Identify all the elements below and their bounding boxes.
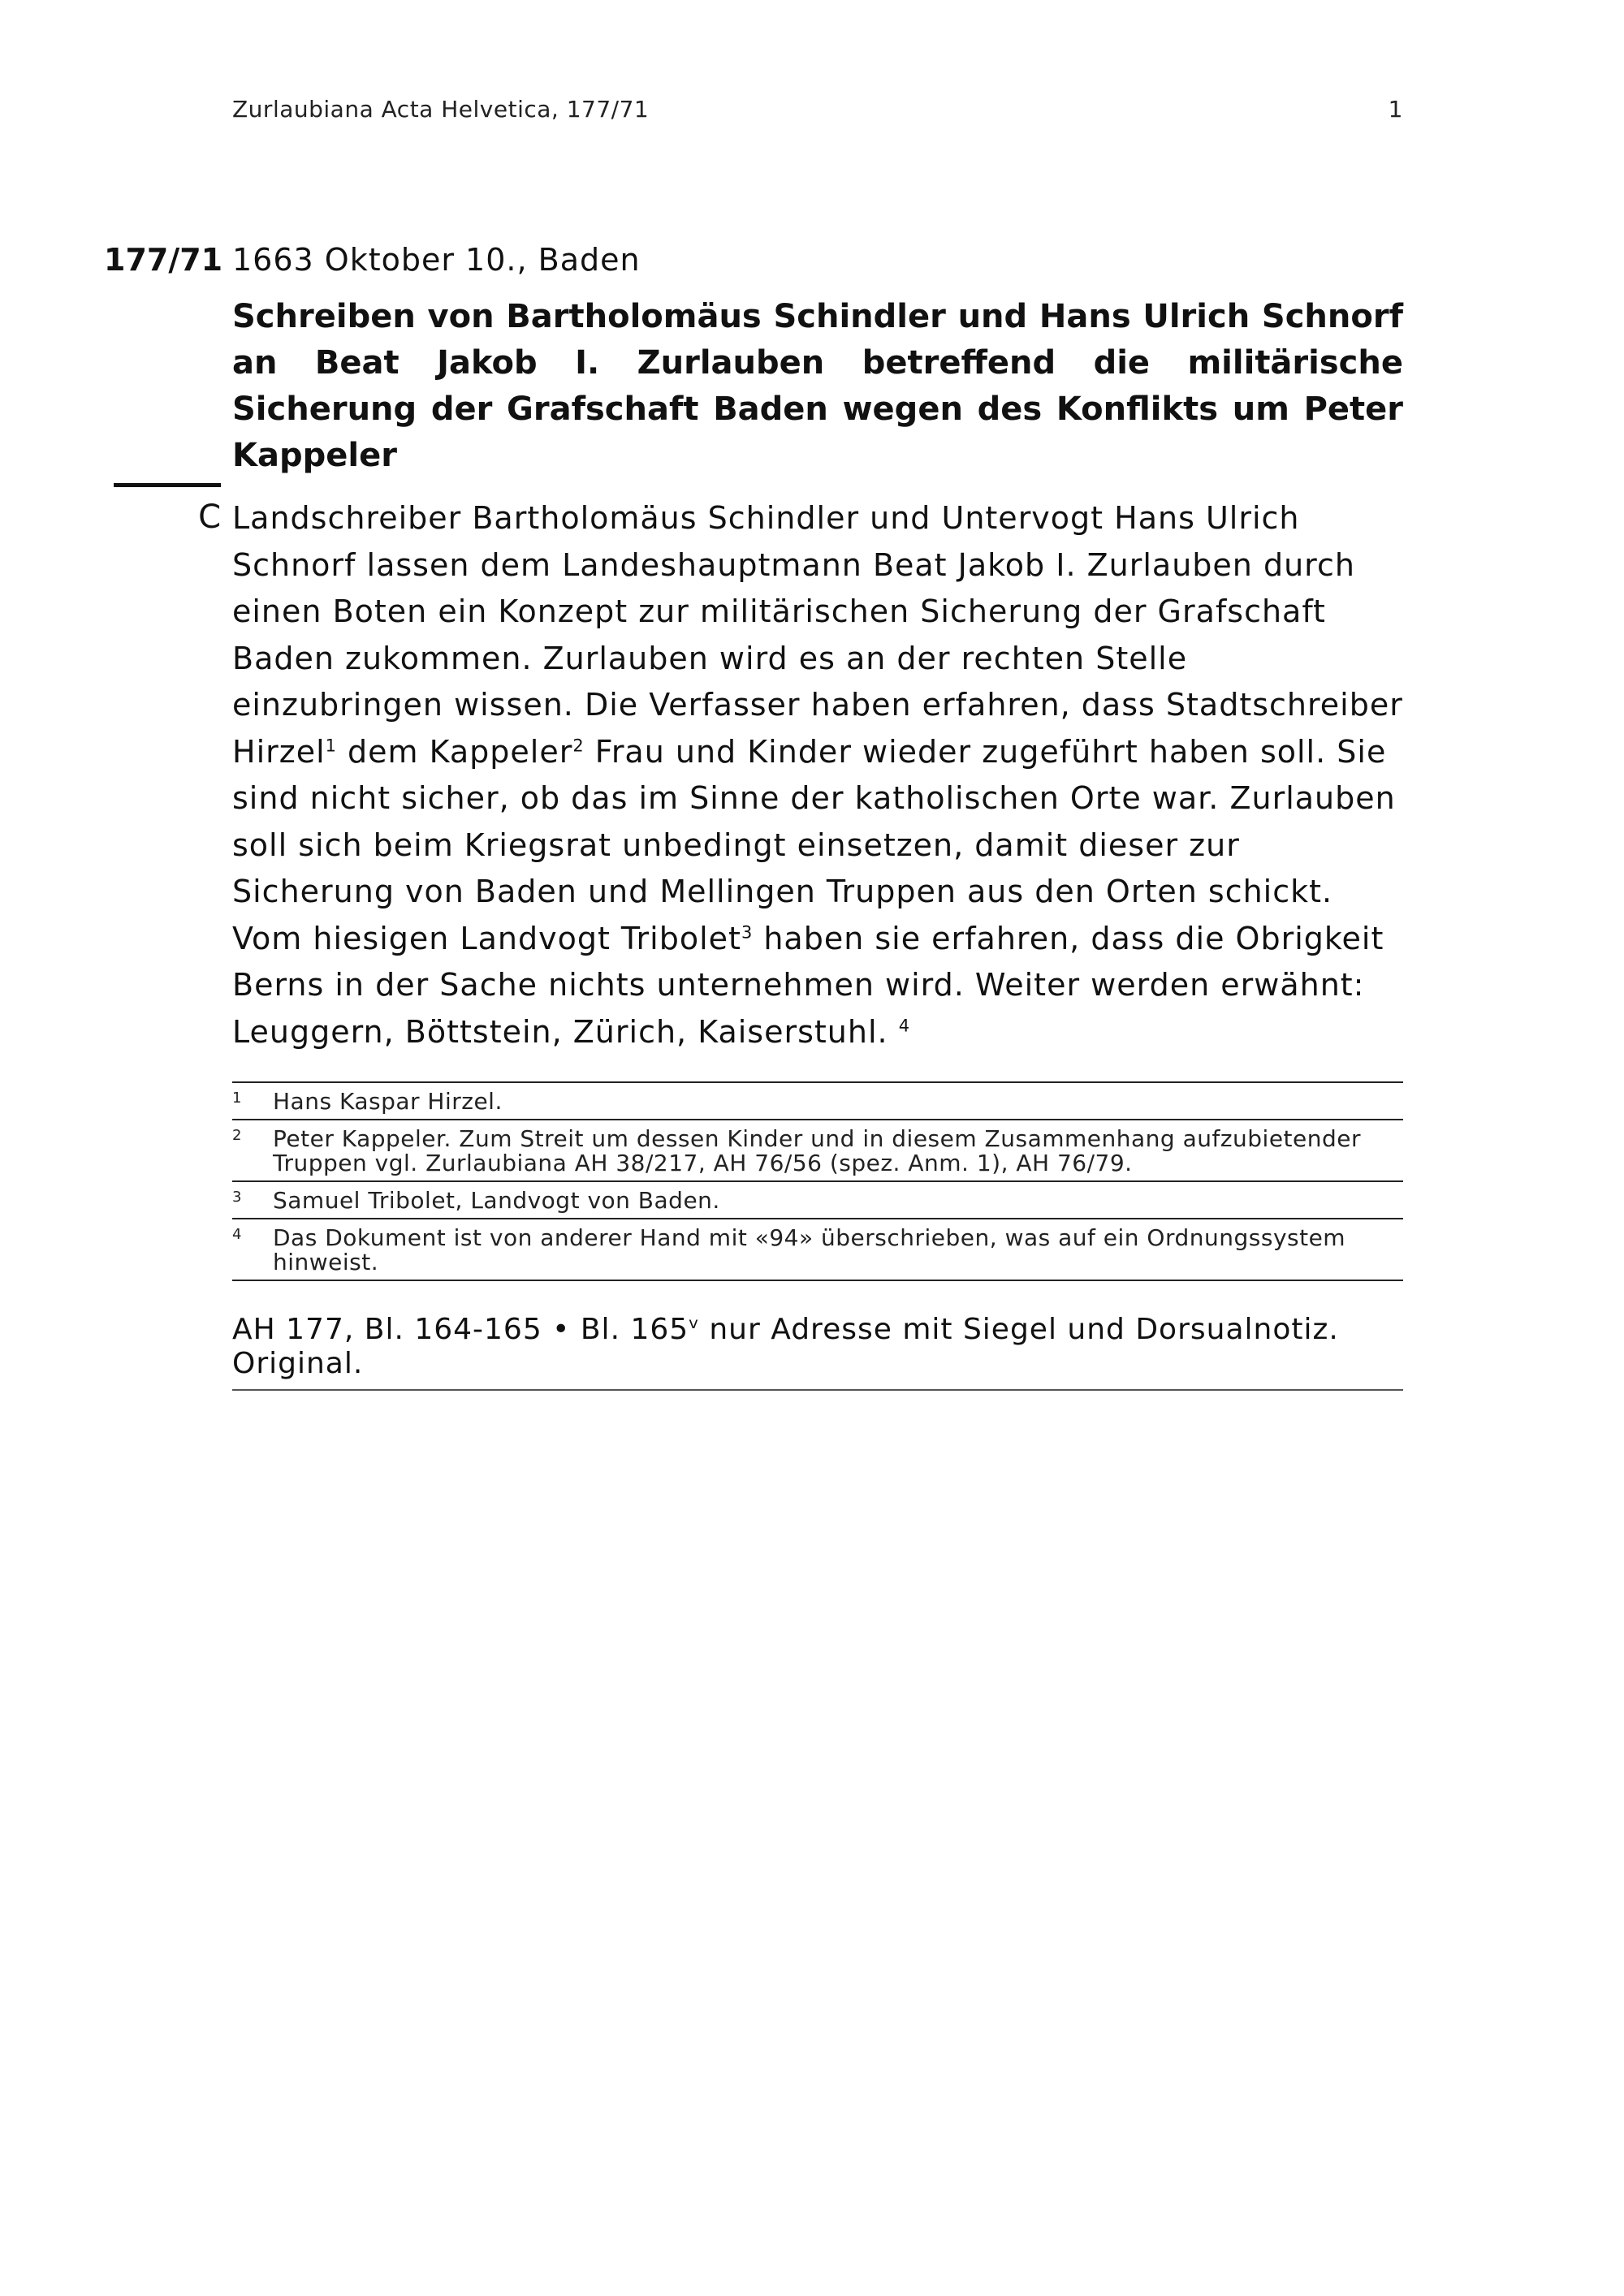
footnote-text: Samuel Tribolet, Landvogt von Baden. [273, 1187, 720, 1214]
footnote [232, 1083, 1403, 1120]
footnotes [232, 1081, 1403, 1281]
footnote-text: Peter Kappeler. Zum Streit um dessen Kinder und in diesem Zusammenhang aufzubietender Truppen vgl. Zurlaubiana AH 38/217, AH 76/56 (spez. Anm. 1), AH 76/79. [273, 1125, 1362, 1176]
footnote-marker: 1 [232, 1090, 242, 1107]
footnote-text: Hans Kaspar Hirzel. [273, 1088, 503, 1115]
footnote-ref-1[interactable]: 1 [325, 735, 337, 755]
regest-part-4: haben sie erfahren, dass die Obrigkeit Berns in der Sache nichts unternehmen wird. Weiter werden erwähnt: Leuggern, Böttstein, Zürich, Kaiserstuhl. [232, 920, 1384, 1050]
verso-mark: v [689, 1314, 699, 1332]
margin-rule [114, 483, 221, 487]
footnote-marker: 2 [232, 1127, 242, 1144]
source-part-2: nur Adresse mit Siegel und Dorsualnotiz. Original. [232, 1313, 1339, 1380]
regest-part-2: dem Kappeler [336, 733, 573, 770]
footnote [232, 1120, 1403, 1182]
entry-date: 1663 Oktober 10., Baden [232, 242, 641, 278]
source-note [232, 1313, 1403, 1391]
regest-mark: C [198, 498, 221, 536]
entry-title: Schreiben von Bartholomäus Schindler und Hans Ulrich Schnorf an Beat Jakob I. Zurlauben betreffend die militärische Sicherung der Grafschaft Baden wegen des Konflikts um Peter Kappeler [232, 298, 1403, 474]
footnote-ref-2[interactable]: 2 [572, 735, 585, 755]
page-header [232, 96, 1403, 123]
footnote [232, 1219, 1403, 1281]
source-part-1: AH 177, Bl. 164-165 • Bl. 165 [232, 1313, 689, 1346]
regest-text [232, 495, 1403, 1055]
entry-number: 177/71 [104, 242, 223, 278]
footnote-marker: 4 [232, 1226, 242, 1243]
footnote [232, 1182, 1403, 1219]
footnote-text: Das Dokument ist von anderer Hand mit «94» überschrieben, was auf ein Ordnungssystem hinweist. [273, 1224, 1346, 1275]
running-title: Zurlaubiana Acta Helvetica, 177/71 [232, 96, 650, 123]
page-number: 1 [1388, 96, 1403, 123]
regest-part-1: Landschreiber Bartholomäus Schindler und Untervogt Hans Ulrich Schnorf lassen dem Landeshauptmann Beat Jakob I. Zurlauben durch einen Boten ein Konzept zur militärischen Sicherung der Grafschaft Baden zukommen. Zurlauben wird es an der rechten Stelle einzubringen wissen. Die Verfasser haben erfahren, dass Stadtschreiber Hirzel [232, 500, 1403, 770]
footnote-ref-3[interactable]: 3 [741, 921, 754, 942]
footnote-ref-4[interactable]: 4 [898, 1015, 910, 1035]
footnote-marker: 3 [232, 1189, 242, 1206]
regest-part-3: Frau und Kinder wieder zugeführt haben soll. Sie sind nicht sicher, ob das im Sinne der katholischen Orte war. Zurlauben soll sich beim Kriegsrat unbedingt einsetzen, damit dieser zur Sicherung von Baden und Mellingen Truppen aus den Orten schickt. Vom hiesigen Landvogt Tribolet [232, 733, 1396, 956]
